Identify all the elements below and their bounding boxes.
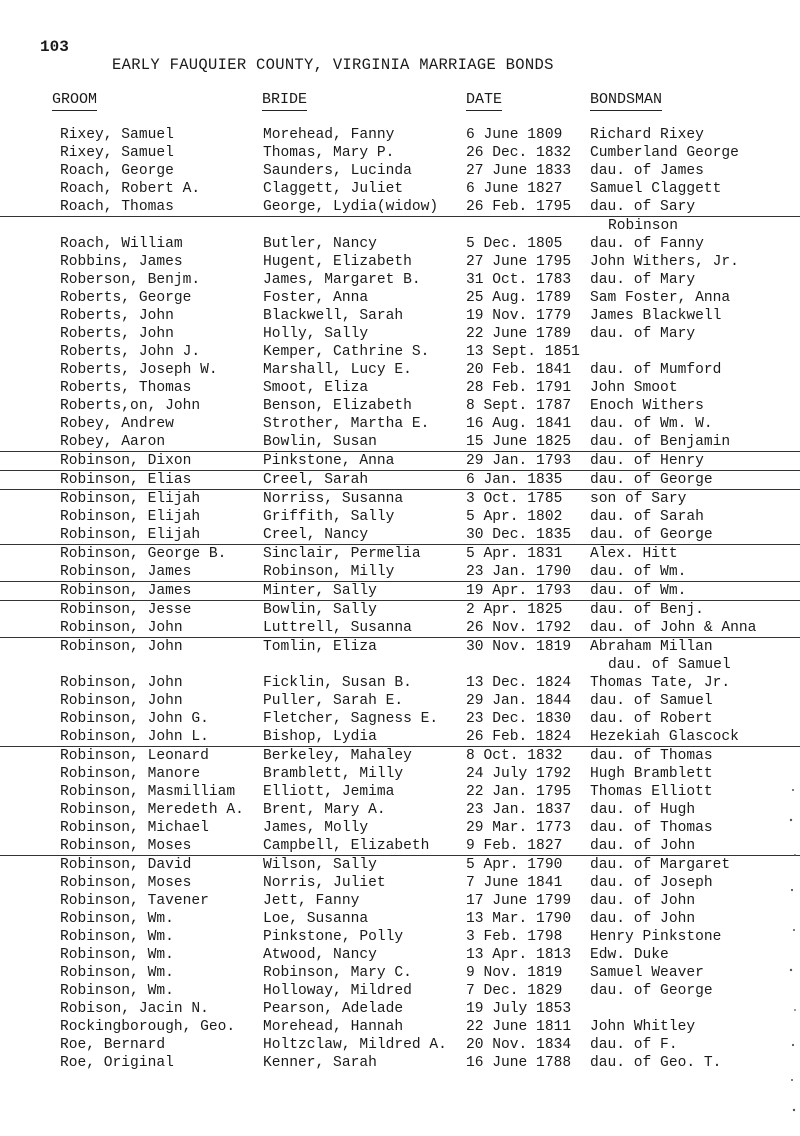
table-row bbox=[0, 946, 800, 964]
table-row bbox=[0, 982, 800, 1000]
table-row bbox=[0, 619, 800, 638]
bondsman-cell: dau. of Mary bbox=[590, 272, 696, 288]
date-cell: 19 July 1853 bbox=[466, 1001, 572, 1017]
bride-cell: Foster, Anna bbox=[263, 290, 369, 306]
table-row bbox=[0, 710, 800, 728]
groom-cell: Robinson, Elijah bbox=[60, 527, 201, 543]
table-row bbox=[0, 837, 800, 856]
bride-cell: Thomas, Mary P. bbox=[263, 145, 395, 161]
date-cell: 22 June 1811 bbox=[466, 1019, 572, 1035]
bride-cell: Bowlin, Sally bbox=[263, 602, 377, 618]
table-row bbox=[0, 471, 800, 490]
marriage-bond-list bbox=[0, 126, 800, 1072]
table-row bbox=[0, 674, 800, 692]
date-cell: 7 Dec. 1829 bbox=[466, 983, 563, 999]
table-row bbox=[0, 601, 800, 619]
bondsman-cell: dau. of Robert bbox=[590, 711, 713, 727]
table-row bbox=[0, 856, 800, 874]
date-cell: 19 Apr. 1793 bbox=[466, 583, 572, 599]
groom-cell: Robinson, Wm. bbox=[60, 911, 174, 927]
date-cell: 6 Jan. 1835 bbox=[466, 472, 563, 488]
groom-cell: Rixey, Samuel bbox=[60, 145, 174, 161]
groom-cell: Robinson, John bbox=[60, 693, 183, 709]
bride-cell: George, Lydia(widow) bbox=[263, 199, 439, 215]
bondsman-cell: dau. of Fanny bbox=[590, 236, 704, 252]
bondsman-cell: dau. of John bbox=[590, 911, 696, 927]
date-cell: 3 Oct. 1785 bbox=[466, 491, 563, 507]
table-row bbox=[0, 452, 800, 471]
date-cell: 19 Nov. 1779 bbox=[466, 308, 572, 324]
bride-cell: Atwood, Nancy bbox=[263, 947, 377, 963]
bondsman-cell: dau. of Henry bbox=[590, 453, 704, 469]
groom-cell: Roberts, John bbox=[60, 326, 174, 342]
bondsman-cell: dau. of Samuel bbox=[608, 657, 731, 673]
bondsman-cell: dau. of James bbox=[590, 163, 704, 179]
table-row bbox=[0, 638, 800, 656]
bride-cell: Griffith, Sally bbox=[263, 509, 395, 525]
bride-cell: Holly, Sally bbox=[263, 326, 369, 342]
table-row bbox=[0, 783, 800, 801]
table-row bbox=[0, 144, 800, 162]
bondsman-cell: dau. of George bbox=[590, 527, 713, 543]
groom-cell: Robinson, John G. bbox=[60, 711, 209, 727]
bondsman-cell: dau. of Thomas bbox=[590, 748, 713, 764]
date-cell: 20 Feb. 1841 bbox=[466, 362, 572, 378]
date-cell: 15 June 1825 bbox=[466, 434, 572, 450]
bride-cell: Claggett, Juliet bbox=[263, 181, 404, 197]
bondsman-cell: dau. of Hugh bbox=[590, 802, 696, 818]
bondsman-cell: dau. of Sary bbox=[590, 199, 696, 215]
date-cell: 26 Feb. 1795 bbox=[466, 199, 572, 215]
groom-cell: Robinson, Jesse bbox=[60, 602, 192, 618]
groom-cell: Robinson, George B. bbox=[60, 546, 227, 562]
bride-cell: Pinkstone, Anna bbox=[263, 453, 395, 469]
date-cell: 2 Apr. 1825 bbox=[466, 602, 563, 618]
date-cell: 5 Apr. 1831 bbox=[466, 546, 563, 562]
groom-cell: Robinson, Manore bbox=[60, 766, 201, 782]
groom-cell: Robinson, Elias bbox=[60, 472, 192, 488]
bondsman-cell: dau. of Joseph bbox=[590, 875, 713, 891]
table-row bbox=[0, 892, 800, 910]
bride-cell: Robinson, Milly bbox=[263, 564, 395, 580]
groom-cell: Roberts,on, John bbox=[60, 398, 201, 414]
table-row-continuation bbox=[0, 217, 800, 235]
table-row bbox=[0, 361, 800, 379]
bondsman-cell: dau. of Margaret bbox=[590, 857, 731, 873]
groom-cell: Robey, Aaron bbox=[60, 434, 166, 450]
bride-cell: Smoot, Eliza bbox=[263, 380, 369, 396]
bondsman-cell: dau. of Mumford bbox=[590, 362, 722, 378]
bondsman-cell: dau. of Geo. T. bbox=[590, 1055, 722, 1071]
groom-cell: Robinson, Leonard bbox=[60, 748, 209, 764]
header-groom: GROOM bbox=[52, 91, 97, 111]
groom-cell: Roach, George bbox=[60, 163, 174, 179]
bride-cell: Kenner, Sarah bbox=[263, 1055, 377, 1071]
table-row bbox=[0, 874, 800, 892]
table-row bbox=[0, 582, 800, 601]
bondsman-cell: Edw. Duke bbox=[590, 947, 669, 963]
groom-cell: Robey, Andrew bbox=[60, 416, 174, 432]
date-cell: 24 July 1792 bbox=[466, 766, 572, 782]
date-cell: 5 Dec. 1805 bbox=[466, 236, 563, 252]
table-row bbox=[0, 692, 800, 710]
table-row bbox=[0, 1000, 800, 1018]
date-cell: 27 June 1795 bbox=[466, 254, 572, 270]
table-row bbox=[0, 379, 800, 397]
table-row bbox=[0, 433, 800, 452]
table-row bbox=[0, 397, 800, 415]
bride-cell: Marshall, Lucy E. bbox=[263, 362, 412, 378]
table-row bbox=[0, 180, 800, 198]
bride-cell: Berkeley, Mahaley bbox=[263, 748, 412, 764]
bride-cell: Blackwell, Sarah bbox=[263, 308, 404, 324]
table-row bbox=[0, 765, 800, 783]
table-row bbox=[0, 126, 800, 144]
bondsman-cell: Hezekiah Glascock bbox=[590, 729, 739, 745]
bride-cell: Luttrell, Susanna bbox=[263, 620, 412, 636]
date-cell: 26 Nov. 1792 bbox=[466, 620, 572, 636]
bondsman-cell: Alex. Hitt bbox=[590, 546, 678, 562]
bride-cell: Ficklin, Susan B. bbox=[263, 675, 412, 691]
bondsman-cell: dau. of Sarah bbox=[590, 509, 704, 525]
table-row bbox=[0, 415, 800, 433]
bondsman-cell: Samuel Weaver bbox=[590, 965, 704, 981]
bondsman-cell: Thomas Tate, Jr. bbox=[590, 675, 731, 691]
bride-cell: Morehead, Hannah bbox=[263, 1019, 404, 1035]
bondsman-cell: Thomas Elliott bbox=[590, 784, 713, 800]
groom-cell: Robinson, John L. bbox=[60, 729, 209, 745]
date-cell: 22 June 1789 bbox=[466, 326, 572, 342]
table-row bbox=[0, 508, 800, 526]
bride-cell: Norriss, Susanna bbox=[263, 491, 404, 507]
table-row bbox=[0, 819, 800, 837]
groom-cell: Robinson, Wm. bbox=[60, 983, 174, 999]
bride-cell: Hugent, Elizabeth bbox=[263, 254, 412, 270]
bride-cell: Pearson, Adelade bbox=[263, 1001, 404, 1017]
table-row bbox=[0, 325, 800, 343]
table-row bbox=[0, 1018, 800, 1036]
bride-cell: Holloway, Mildred bbox=[263, 983, 412, 999]
date-cell: 29 Jan. 1844 bbox=[466, 693, 572, 709]
groom-cell: Robinson, Moses bbox=[60, 838, 192, 854]
groom-cell: Robinson, Wm. bbox=[60, 965, 174, 981]
bride-cell: Creel, Nancy bbox=[263, 527, 369, 543]
date-cell: 22 Jan. 1795 bbox=[466, 784, 572, 800]
bride-cell: Butler, Nancy bbox=[263, 236, 377, 252]
date-cell: 26 Dec. 1832 bbox=[466, 145, 572, 161]
bondsman-cell: dau. of George bbox=[590, 472, 713, 488]
bride-cell: James, Margaret B. bbox=[263, 272, 421, 288]
bondsman-cell: Henry Pinkstone bbox=[590, 929, 722, 945]
groom-cell: Roe, Bernard bbox=[60, 1037, 166, 1053]
bride-cell: Loe, Susanna bbox=[263, 911, 369, 927]
groom-cell: Robbins, James bbox=[60, 254, 183, 270]
page-number: 103 bbox=[40, 38, 69, 56]
bondsman-cell: dau. of John bbox=[590, 838, 696, 854]
table-row bbox=[0, 343, 800, 361]
groom-cell: Roe, Original bbox=[60, 1055, 174, 1071]
date-cell: 29 Jan. 1793 bbox=[466, 453, 572, 469]
date-cell: 16 June 1788 bbox=[466, 1055, 572, 1071]
bondsman-cell: Cumberland George bbox=[590, 145, 739, 161]
groom-cell: Robinson, James bbox=[60, 583, 192, 599]
bride-cell: Jett, Fanny bbox=[263, 893, 360, 909]
groom-cell: Roach, William bbox=[60, 236, 183, 252]
date-cell: 26 Feb. 1824 bbox=[466, 729, 572, 745]
bondsman-cell: Samuel Claggett bbox=[590, 181, 722, 197]
groom-cell: Roberts, Joseph W. bbox=[60, 362, 218, 378]
bride-cell: Elliott, Jemima bbox=[263, 784, 395, 800]
bride-cell: Strother, Martha E. bbox=[263, 416, 430, 432]
bondsman-cell: John Whitley bbox=[590, 1019, 696, 1035]
groom-cell: Robinson, Wm. bbox=[60, 929, 174, 945]
groom-cell: Roberts, Thomas bbox=[60, 380, 192, 396]
bondsman-cell: James Blackwell bbox=[590, 308, 722, 324]
groom-cell: Robinson, Wm. bbox=[60, 947, 174, 963]
bride-cell: Robinson, Mary C. bbox=[263, 965, 412, 981]
date-cell: 8 Sept. 1787 bbox=[466, 398, 572, 414]
bondsman-cell: Sam Foster, Anna bbox=[590, 290, 731, 306]
bondsman-cell: dau. of Mary bbox=[590, 326, 696, 342]
bride-cell: Benson, Elizabeth bbox=[263, 398, 412, 414]
groom-cell: Robinson, John bbox=[60, 639, 183, 655]
bondsman-cell: Enoch Withers bbox=[590, 398, 704, 414]
scan-specks bbox=[788, 780, 798, 1120]
bondsman-cell: dau. of Wm. bbox=[590, 564, 687, 580]
bride-cell: Bowlin, Susan bbox=[263, 434, 377, 450]
bride-cell: Morehead, Fanny bbox=[263, 127, 395, 143]
date-cell: 29 Mar. 1773 bbox=[466, 820, 572, 836]
groom-cell: Robinson, Moses bbox=[60, 875, 192, 891]
date-cell: 5 Apr. 1802 bbox=[466, 509, 563, 525]
groom-cell: Rixey, Samuel bbox=[60, 127, 174, 143]
bride-cell: Creel, Sarah bbox=[263, 472, 369, 488]
groom-cell: Roberson, Benjm. bbox=[60, 272, 201, 288]
groom-cell: Robinson, Elijah bbox=[60, 509, 201, 525]
date-cell: 6 June 1809 bbox=[466, 127, 563, 143]
table-row bbox=[0, 289, 800, 307]
bride-cell: Puller, Sarah E. bbox=[263, 693, 404, 709]
table-row bbox=[0, 490, 800, 508]
bride-cell: Campbell, Elizabeth bbox=[263, 838, 430, 854]
date-cell: 13 Sept. 1851 bbox=[466, 344, 580, 360]
date-cell: 27 June 1833 bbox=[466, 163, 572, 179]
table-row bbox=[0, 801, 800, 819]
bondsman-cell: John Smoot bbox=[590, 380, 678, 396]
bride-cell: Norris, Juliet bbox=[263, 875, 386, 891]
bondsman-cell: Hugh Bramblett bbox=[590, 766, 713, 782]
table-row bbox=[0, 307, 800, 325]
bondsman-cell: dau. of Thomas bbox=[590, 820, 713, 836]
date-cell: 23 Jan. 1790 bbox=[466, 564, 572, 580]
groom-cell: Roberts, John bbox=[60, 308, 174, 324]
table-row bbox=[0, 910, 800, 928]
page-title: EARLY FAUQUIER COUNTY, VIRGINIA MARRIAGE BONDS bbox=[112, 56, 554, 74]
bondsman-cell: dau. of George bbox=[590, 983, 713, 999]
groom-cell: Robinson, Meredeth A. bbox=[60, 802, 244, 818]
bride-cell: Wilson, Sally bbox=[263, 857, 377, 873]
table-row bbox=[0, 198, 800, 217]
table-row bbox=[0, 235, 800, 253]
table-row bbox=[0, 162, 800, 180]
bondsman-cell: dau. of F. bbox=[590, 1037, 678, 1053]
date-cell: 6 June 1827 bbox=[466, 181, 563, 197]
groom-cell: Roberts, George bbox=[60, 290, 192, 306]
bride-cell: Kemper, Cathrine S. bbox=[263, 344, 430, 360]
header-bride: BRIDE bbox=[262, 91, 307, 111]
date-cell: 20 Nov. 1834 bbox=[466, 1037, 572, 1053]
date-cell: 9 Nov. 1819 bbox=[466, 965, 563, 981]
groom-cell: Robinson, John bbox=[60, 675, 183, 691]
table-row bbox=[0, 253, 800, 271]
bondsman-cell: John Withers, Jr. bbox=[590, 254, 739, 270]
groom-cell: Robinson, Dixon bbox=[60, 453, 192, 469]
date-cell: 25 Aug. 1789 bbox=[466, 290, 572, 306]
bondsman-cell: son of Sary bbox=[590, 491, 687, 507]
table-row bbox=[0, 271, 800, 289]
table-row bbox=[0, 964, 800, 982]
date-cell: 13 Apr. 1813 bbox=[466, 947, 572, 963]
bondsman-cell: dau. of Benjamin bbox=[590, 434, 731, 450]
bondsman-cell: dau. of Wm. bbox=[590, 583, 687, 599]
bride-cell: Sinclair, Permelia bbox=[263, 546, 421, 562]
bride-cell: Fletcher, Sagness E. bbox=[263, 711, 439, 727]
bondsman-cell: Abraham Millan bbox=[590, 639, 713, 655]
groom-cell: Robinson, David bbox=[60, 857, 192, 873]
bondsman-cell: dau. of Wm. W. bbox=[590, 416, 713, 432]
table-row bbox=[0, 526, 800, 545]
bride-cell: Bishop, Lydia bbox=[263, 729, 377, 745]
bondsman-cell: dau. of Benj. bbox=[590, 602, 704, 618]
date-cell: 3 Feb. 1798 bbox=[466, 929, 563, 945]
bride-cell: Brent, Mary A. bbox=[263, 802, 386, 818]
bondsman-cell: Robinson bbox=[608, 218, 679, 234]
bride-cell: Holtzclaw, Mildred A. bbox=[263, 1037, 447, 1053]
table-row bbox=[0, 747, 800, 765]
bride-cell: Minter, Sally bbox=[263, 583, 377, 599]
bondsman-cell: Richard Rixey bbox=[590, 127, 704, 143]
groom-cell: Robinson, John bbox=[60, 620, 183, 636]
table-row bbox=[0, 563, 800, 582]
header-date: DATE bbox=[466, 91, 502, 111]
table-row bbox=[0, 1054, 800, 1072]
date-cell: 23 Dec. 1830 bbox=[466, 711, 572, 727]
bondsman-cell: dau. of John bbox=[590, 893, 696, 909]
date-cell: 17 June 1799 bbox=[466, 893, 572, 909]
groom-cell: Roberts, John J. bbox=[60, 344, 201, 360]
date-cell: 8 Oct. 1832 bbox=[466, 748, 563, 764]
groom-cell: Robinson, Masmilliam bbox=[60, 784, 236, 800]
header-bondsman: BONDSMAN bbox=[590, 91, 662, 111]
groom-cell: Roach, Robert A. bbox=[60, 181, 201, 197]
bride-cell: Tomlin, Eliza bbox=[263, 639, 377, 655]
bride-cell: James, Molly bbox=[263, 820, 369, 836]
date-cell: 23 Jan. 1837 bbox=[466, 802, 572, 818]
date-cell: 13 Dec. 1824 bbox=[466, 675, 572, 691]
table-row-continuation bbox=[0, 656, 800, 674]
table-row bbox=[0, 928, 800, 946]
date-cell: 7 June 1841 bbox=[466, 875, 563, 891]
date-cell: 31 Oct. 1783 bbox=[466, 272, 572, 288]
date-cell: 5 Apr. 1790 bbox=[466, 857, 563, 873]
groom-cell: Robinson, Michael bbox=[60, 820, 209, 836]
bride-cell: Saunders, Lucinda bbox=[263, 163, 412, 179]
date-cell: 9 Feb. 1827 bbox=[466, 838, 563, 854]
groom-cell: Robinson, James bbox=[60, 564, 192, 580]
date-cell: 13 Mar. 1790 bbox=[466, 911, 572, 927]
table-row bbox=[0, 545, 800, 563]
bride-cell: Bramblett, Milly bbox=[263, 766, 404, 782]
date-cell: 30 Nov. 1819 bbox=[466, 639, 572, 655]
groom-cell: Rockingborough, Geo. bbox=[60, 1019, 236, 1035]
table-row bbox=[0, 728, 800, 747]
date-cell: 30 Dec. 1835 bbox=[466, 527, 572, 543]
date-cell: 16 Aug. 1841 bbox=[466, 416, 572, 432]
groom-cell: Robinson, Tavener bbox=[60, 893, 209, 909]
bondsman-cell: dau. of Samuel bbox=[590, 693, 713, 709]
bride-cell: Pinkstone, Polly bbox=[263, 929, 404, 945]
bondsman-cell: dau. of John & Anna bbox=[590, 620, 757, 636]
groom-cell: Robinson, Elijah bbox=[60, 491, 201, 507]
date-cell: 28 Feb. 1791 bbox=[466, 380, 572, 396]
groom-cell: Roach, Thomas bbox=[60, 199, 174, 215]
table-row bbox=[0, 1036, 800, 1054]
groom-cell: Robison, Jacin N. bbox=[60, 1001, 209, 1017]
